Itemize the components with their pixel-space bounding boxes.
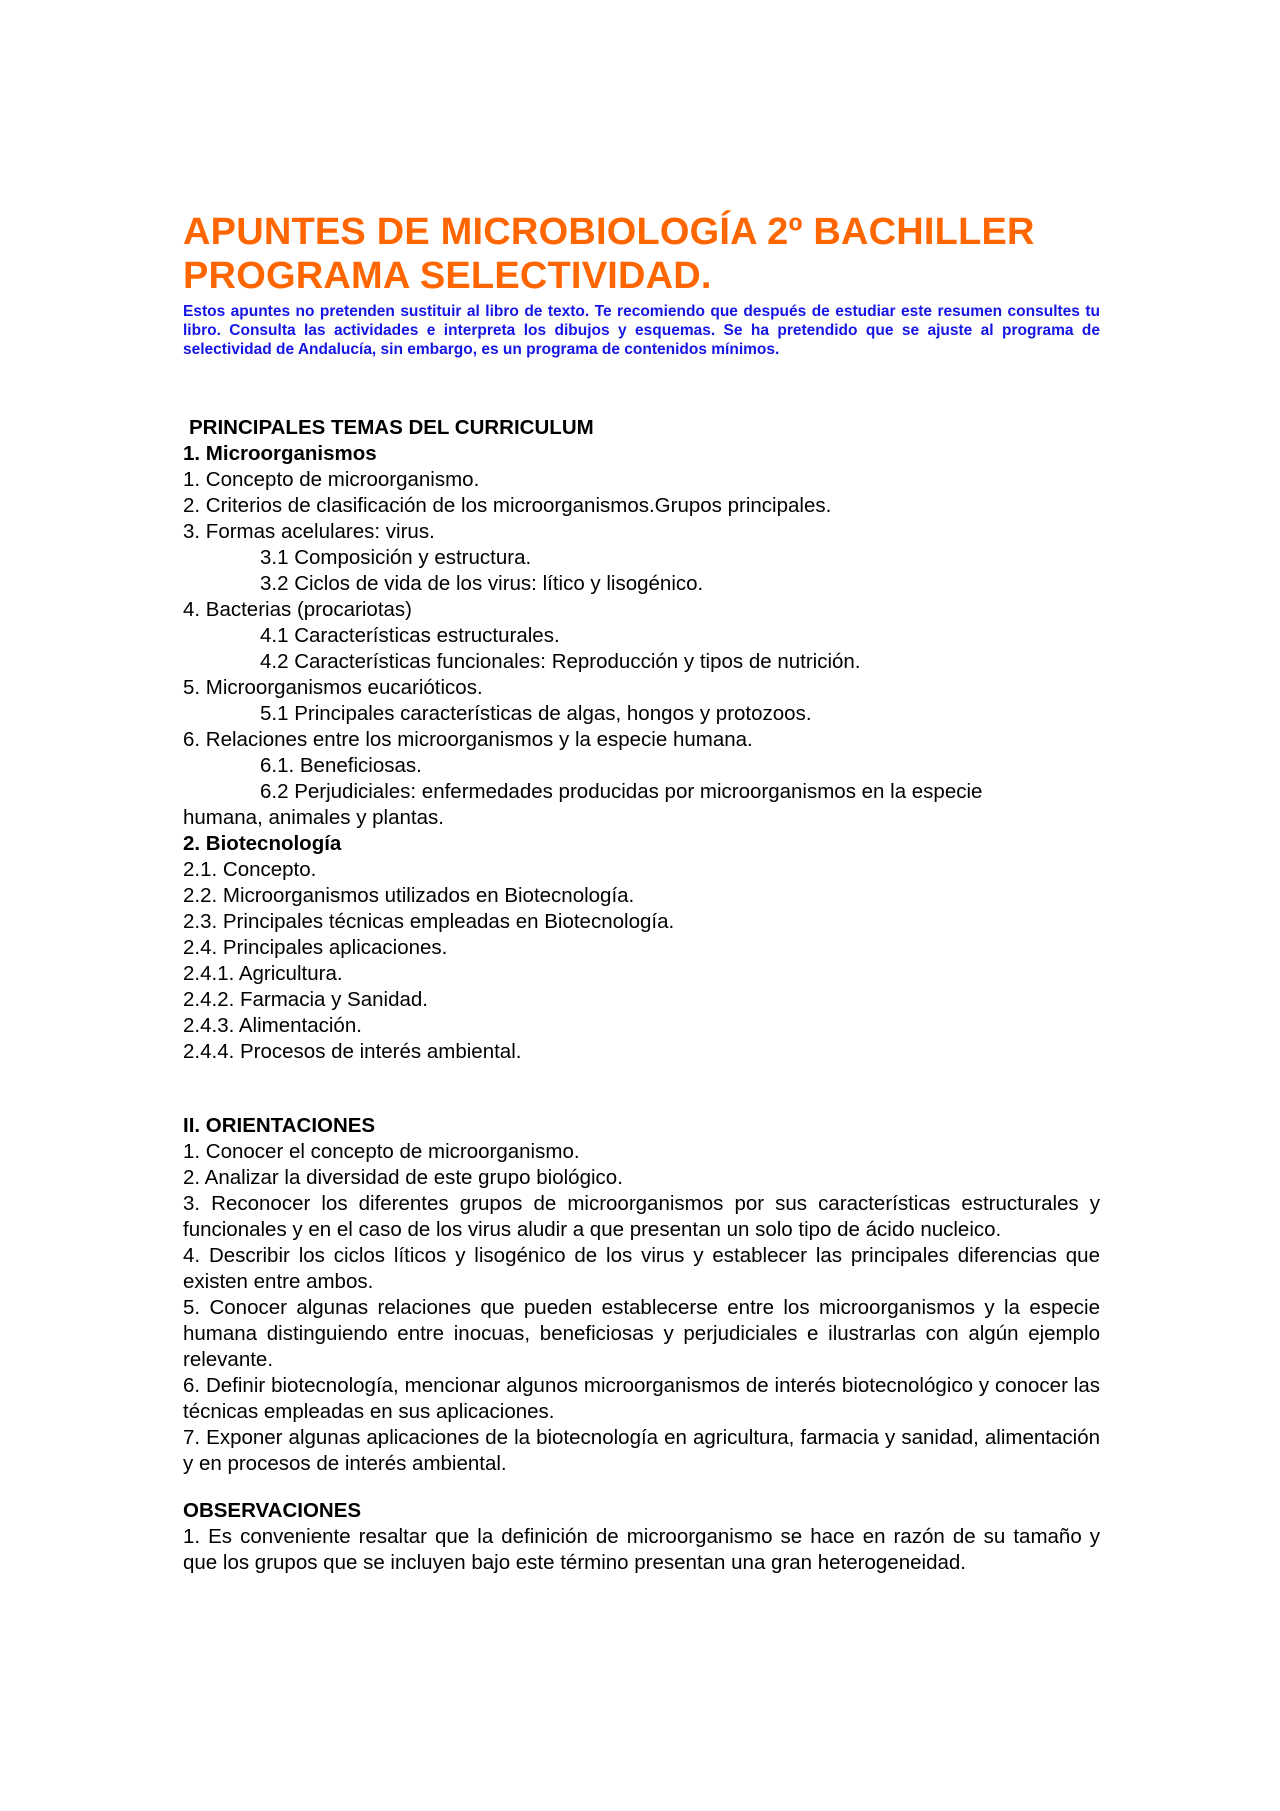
list-subitem: 3.2 Ciclos de vida de los virus: lítico y lisogénico. <box>260 572 704 595</box>
list-item: 2.2. Microorganismos utilizados en Biotecnología. <box>183 884 635 907</box>
list-item: 1. Conocer el concepto de microorganismo. <box>183 1140 580 1163</box>
list-item: 6. Definir biotecnología, mencionar algunos microorganismos de interés biotecnológico y conocer las técnicas empleadas en sus aplicaciones. <box>183 1374 1100 1423</box>
list-item: 2.4.2. Farmacia y Sanidad. <box>183 988 428 1011</box>
list-item: 2.4.3. Alimentación. <box>183 1014 362 1037</box>
list-item: 1. Es conveniente resaltar que la definición de microorganismo se hace en razón de su tamaño y que los grupos que se incluyen bajo este término presentan una gran heterogeneidad. <box>183 1525 1100 1574</box>
list-item: humana, animales y plantas. <box>183 806 444 829</box>
list-item: 4. Describir los ciclos líticos y lisogénico de los virus y establecer las principales diferencias que existen entre ambos. <box>183 1244 1100 1293</box>
list-item: 4. Bacterias (procariotas) <box>183 598 413 621</box>
list-subitem: 4.1 Características estructurales. <box>260 624 560 647</box>
curriculum-heading: PRINCIPALES TEMAS DEL CURRICULUM <box>189 416 594 439</box>
list-item: 3. Formas acelulares: virus. <box>183 520 435 543</box>
list-item: 5. Conocer algunas relaciones que pueden establecerse entre los microorganismos y la especie humana distinguiendo entre inocuas, beneficiosas y perjudiciales e ilustrarlas con algún ejemplo relevante. <box>183 1296 1100 1371</box>
list-subitem: 3.1 Composición y estructura. <box>260 546 532 569</box>
list-item: 2. Analizar la diversidad de este grupo biológico. <box>183 1166 623 1189</box>
list-item: 3. Reconocer los diferentes grupos de microorganismos por sus características estructurales y funcionales y en el caso de los virus aludir a que presentan un solo tipo de ácido nucleico. <box>183 1192 1100 1241</box>
list-subitem: 6.2 Perjudiciales: enfermedades producidas por microorganismos en la especie <box>260 780 983 803</box>
observaciones-heading: OBSERVACIONES <box>183 1499 362 1522</box>
list-item: 2. Criterios de clasificación de los microorganismos.Grupos principales. <box>183 494 832 517</box>
page-content <box>183 210 1100 1576</box>
list-item: 2.4. Principales aplicaciones. <box>183 936 448 959</box>
title-line-1: APUNTES DE MICROBIOLOGÍA 2º BACHILLER <box>183 211 1035 253</box>
list-item: 1. Concepto de microorganismo. <box>183 468 480 491</box>
document-title <box>183 210 1100 298</box>
list-subitem: 4.2 Características funcionales: Reproducción y tipos de nutrición. <box>260 650 861 673</box>
orientaciones-heading: II. ORIENTACIONES <box>183 1114 376 1137</box>
list-item: 6. Relaciones entre los microorganismos y la especie humana. <box>183 728 753 751</box>
list-item: 7. Exponer algunas aplicaciones de la biotecnología en agricultura, farmacia y sanidad, alimentación y en procesos de interés ambiental. <box>183 1426 1100 1475</box>
section-2-title: 2. Biotecnología <box>183 832 342 855</box>
list-item: 5. Microorganismos eucarióticos. <box>183 676 483 699</box>
list-item: 2.4.4. Procesos de interés ambiental. <box>183 1040 522 1063</box>
list-subitem: 6.1. Beneficiosas. <box>260 754 422 777</box>
list-item: 2.1. Concepto. <box>183 858 317 881</box>
list-item: 2.4.1. Agricultura. <box>183 962 343 985</box>
title-line-2: PROGRAMA SELECTIVIDAD. <box>183 255 712 297</box>
section-1-title: 1. Microorganismos <box>183 442 377 465</box>
intro-note: Estos apuntes no pretenden sustituir al libro de texto. Te recomiendo que después de estudiar este resumen consultes tu libro. Consulta las actividades e interpreta los dibujos y esquemas. Se ha pretendido que se ajuste al programa de selectividad de Andalucía, sin embargo, es un programa de contenidos mínimos. <box>183 303 1100 358</box>
list-subitem: 5.1 Principales características de algas, hongos y protozoos. <box>260 702 812 725</box>
list-item: 2.3. Principales técnicas empleadas en Biotecnología. <box>183 910 675 933</box>
